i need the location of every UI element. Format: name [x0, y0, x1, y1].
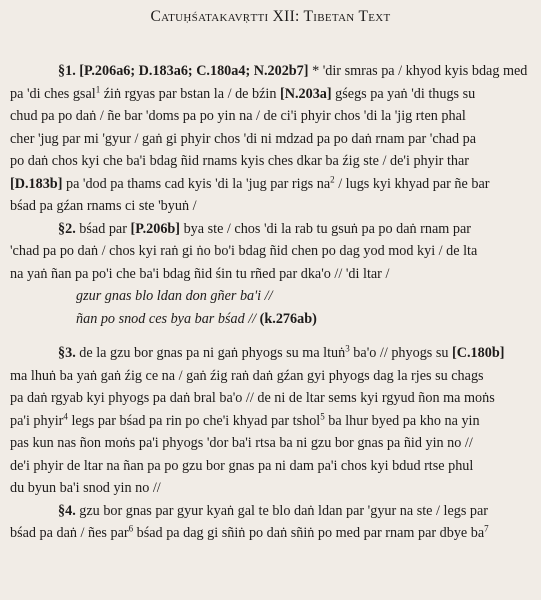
text-line: [10, 522, 533, 545]
reference-label: (k.276ab): [256, 310, 317, 327]
text-segment: bśad pa dag gi sñiṅ po daṅ sñiṅ po med par rnam par dbye ba: [133, 525, 485, 541]
verse-line: [10, 285, 533, 308]
text-segment: * 'dir smras pa / khyod kyis bdag med: [312, 63, 528, 79]
text-segment: chud pa po daṅ / ñe bar 'doms pa po yin na / de ci'i phyir chos 'di la 'jig rten phal: [10, 108, 466, 124]
text-segment: ba'o // phyogs su: [349, 345, 453, 361]
text-segment: po daṅ chos kyi che ba'i bdag ñid rnams kyis ches dkar ba źig ste / de'i phyir thar: [10, 153, 469, 169]
text-segment: de'i phyir de ltar na ñan pa po gzu bor gnas pa ni dam pa'i chos kyi bdud rtse phul: [10, 457, 474, 474]
text-line: [10, 432, 533, 455]
text-line: [10, 128, 533, 151]
text-line: [10, 477, 533, 500]
text-line: [10, 342, 533, 365]
text-segment: pa daṅ rgyab kyi phyogs pa daṅ bral ba'o // de ni de ltar sems kyi rgyud ñon ma moṅs: [10, 390, 495, 406]
reference-label: §3.: [58, 345, 76, 361]
text-segment: pa 'di ches gsal: [10, 85, 96, 102]
text-segment: de la gzu bor gnas pa ni gaṅ phyogs su ma ltuṅ: [75, 345, 346, 361]
text-line: [10, 195, 533, 218]
text-segment: cher 'jug par mi 'gyur / gaṅ gi phyir chos 'di ni mdzad pa po daṅ rnam par 'chad pa: [10, 130, 477, 147]
text-segment: bśad pa gźan rnams ci ste 'byuṅ /: [10, 198, 197, 214]
footnote-marker: 3: [345, 343, 350, 354]
text-segment: gśegs pa yaṅ 'di thugs su: [331, 85, 476, 102]
text-line: [10, 500, 533, 523]
text-line: [10, 455, 533, 478]
text-line: [10, 365, 533, 388]
reference-label: §2.: [58, 220, 76, 237]
footnote-marker: 6: [128, 523, 134, 534]
text-segment: gzu bor gnas par gyur kyaṅ gal te blo daṅ ldan par 'gyur na ste / legs par: [75, 502, 489, 519]
text-line: [10, 83, 533, 106]
text-line: [10, 410, 533, 433]
verse-text: gzur gnas blo ldan don gñer ba'i //: [76, 288, 273, 304]
reference-label: §1. [P.206a6; D.183a6; C.180a4; N.202b7]: [58, 63, 313, 79]
text-line: [10, 387, 533, 410]
text-line: [10, 60, 533, 83]
text-line: [10, 218, 533, 241]
text-segment: / lugs kyi khyad par ñe bar: [334, 175, 490, 192]
text-line: [10, 263, 533, 286]
section-gap: [10, 330, 533, 342]
text-segment: pas kun nas ñon moṅs pa'i phyogs 'dor ba'i rtsa ba ni gzu bor gnas pa ñid yin no //: [10, 435, 473, 451]
text-line: [10, 105, 533, 128]
text-segment: pa 'dod pa thams cad kyis 'di la 'jug par rigs na: [62, 175, 331, 192]
reference-label: [N.203a]: [279, 85, 332, 102]
footnote-marker: 4: [63, 410, 68, 421]
tibetan-text-body: [10, 60, 533, 545]
text-segment: legs par bśad pa rin po che'i khyad par tshol: [67, 412, 321, 429]
text-segment: du byun ba'i snod yin no //: [10, 480, 161, 496]
text-line: [10, 240, 533, 263]
footnote-marker: 5: [320, 410, 325, 421]
text-segment: na yaṅ ñan pa po'i che ba'i bdag ñid śin tu rñed par dka'o // 'di ltar /: [10, 265, 390, 282]
text-segment: pa'i phyir: [10, 412, 64, 429]
reference-label: §4.: [58, 502, 76, 519]
text-segment: ma lhuṅ ba yaṅ gaṅ źig ce na / gaṅ źig raṅ daṅ gźan gyi phyogs dag la rjes su chags: [10, 367, 484, 384]
verse-text: ñan po snod ces bya bar bśad //: [76, 310, 257, 327]
reference-label: [D.183b]: [10, 175, 63, 192]
footnote-marker: 1: [95, 83, 101, 94]
footnote-marker: 7: [484, 523, 489, 534]
text-segment: bśad pa daṅ / ñes par: [10, 525, 129, 541]
text-segment: ba lhur byed pa kho na yin: [324, 412, 480, 429]
verse-line: [10, 308, 533, 331]
reference-label: [C.180b]: [452, 345, 505, 361]
text-line: [10, 173, 533, 196]
text-line: [10, 150, 533, 173]
text-segment: 'chad pa po daṅ / chos kyi raṅ gi ṅo bo'i bdag ñid chen po dag yod mod kyi / de lta: [10, 243, 478, 259]
footnote-marker: 2: [330, 173, 335, 184]
text-segment: źiṅ rgyas par bstan la / de bźin: [100, 85, 280, 102]
text-segment: bya ste / chos 'di la rab tu gsuṅ pa po daṅ rnam par: [180, 220, 471, 237]
reference-label: [P.206b]: [130, 220, 181, 237]
running-header: Catuḥśatakavṛtti XII: Tibetan Text: [150, 8, 391, 25]
text-segment: bśad par: [75, 220, 131, 237]
